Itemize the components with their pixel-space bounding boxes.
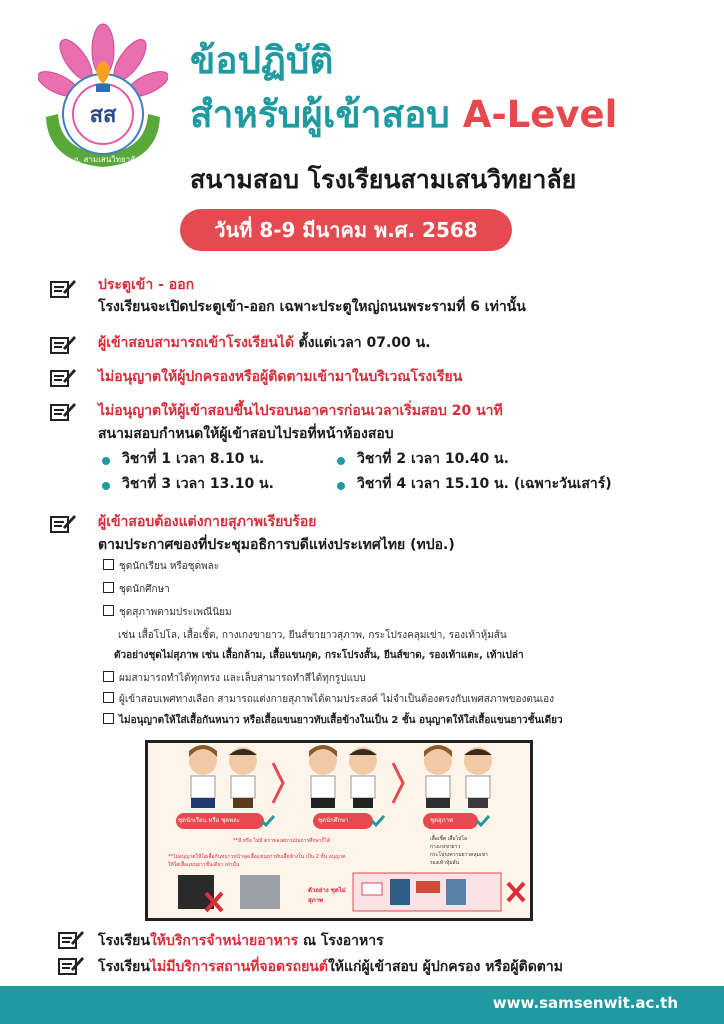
schedule-item: วิชาที่ 1 เวลา 8.10 น.	[122, 451, 265, 467]
item-body: โรงเรียนจะเปิดประตูเข้า-ออก เฉพาะประตูใหญ่ถนนพระรามที่ 6 เท่านั้น	[98, 299, 526, 315]
dress-rule: ผมสามารถทำได้ทุกทรง และเล็บสามารถทำสีได้ทุกรูปแบบ	[103, 671, 366, 686]
polite-list: เสื้อเชิ้ต เสื้อโปโล กางเกงขายาว กระโปรงความยาวคลุมเข่า รองเท้าหุ้มส้น	[430, 836, 488, 866]
item-text: ไม่อนุญาตให้ผู้ปกครองหรือผู้ติดตามเข้ามาในบริเวณโรงเรียน	[98, 369, 463, 385]
checkbox-icon	[103, 559, 114, 570]
note-pencil-icon	[50, 400, 76, 422]
checkbox-icon	[103, 605, 114, 616]
date-badge: วันที่ 8-9 มีนาคม พ.ศ. 2568	[180, 209, 512, 251]
svg-text:สส: สส	[89, 103, 117, 128]
schedule-item: วิชาที่ 2 เวลา 10.40 น.	[357, 451, 509, 467]
checkbox-icon	[103, 713, 114, 724]
note-top: **มี หรือ ไม่มี ตราของสถานบันการศึกษาก็ได้	[233, 838, 331, 844]
dress-rule: ชุดนักเรียน หรือชุดพละ	[103, 559, 219, 574]
polite-figures-icon	[424, 745, 492, 808]
item-heading: ประตูเข้า - ออก	[98, 277, 195, 293]
item-body: ตามประกาศของที่ประชุมอธิการบดีแห่งประเทศไทย (ทปอ.)	[98, 537, 455, 553]
schedule-item: วิชาที่ 3 เวลา 13.10 น.	[122, 476, 274, 492]
dress-rule: ไม่อนุญาตให้ใส่เสื้อกันหนาว หรือเสื้อแขนยาวทับเสื้อข้างในเป็น 2 ชั้น อนุญาตให้ใส่เสื้อแขนยาวชั้นเดียว	[103, 713, 563, 728]
university-figures-icon	[309, 745, 377, 808]
student-figures-icon	[189, 745, 257, 808]
label-student: ชุดนักเรียน หรือ ชุดพละ	[178, 817, 241, 824]
dress-rule: ผู้เข้าสอบเพศทางเลือก สามารถแต่งกายสุภาพได้ตามประสงค์ ไม่จำเป็นต้องตรงกับเพศสภาพของตนเอง	[103, 692, 554, 707]
note-pencil-icon	[50, 512, 76, 534]
bad-example-label: ตัวอย่าง ชุดไม่สุภาพ	[308, 887, 346, 904]
bullet-dot	[102, 457, 110, 465]
bottom-item: โรงเรียนให้บริการจำหน่ายอาหาร ณ โรงอาหาร	[98, 933, 384, 949]
note-pencil-icon	[50, 277, 76, 299]
page-title-line2: สำหรับผู้เข้าสอบ A-Level	[190, 93, 618, 136]
bullet-dot	[102, 482, 110, 490]
dress-code-infographic	[145, 740, 533, 921]
bottom-item: โรงเรียนไม่มีบริการสถานที่จอดรถยนต์ให้แก่ผู้เข้าสอบ ผู้ปกครอง หรือผู้ติดตาม	[98, 959, 563, 975]
venue-title: สนามสอบ โรงเรียนสามเสนวิทยาลัย	[190, 165, 577, 194]
item-heading: ไม่อนุญาตให้ผู้เข้าสอบขึ้นไปรอบนอาคารก่อนเวลาเริ่มสอบ 20 นาที	[98, 403, 503, 419]
note-pencil-icon	[58, 954, 84, 976]
school-logo	[38, 22, 168, 172]
dress-rule: ชุดนักศึกษา	[103, 582, 170, 597]
dress-examples: เช่น เสื้อโปโล, เสื้อเชิ้ต, กางเกงขายาว, ยีนส์ขายาวสุภาพ, กระโปรงคลุมเข่า, รองเท้าหุ้มส้น	[118, 630, 507, 641]
note-mid: **ไม่อนุญาตให้ใส่เสื้อกันหนาวหน้าจุดเสื้อแขนยาวทับเสื้อข้างใน เป็น 2 ชั้น อนุญาตให้ใส่เสื้อแขนยาวชั้นเดียว เท่านั้น	[168, 854, 346, 868]
label-polite: ชุดสุภาพ	[430, 817, 453, 824]
dress-rule: ชุดสุภาพตามประเพณีนิยม	[103, 605, 232, 620]
svg-text:ว.ภ. สามเสนวิทยาลัย: ว.ภ. สามเสนวิทยาลัย	[66, 155, 140, 164]
note-pencil-icon	[50, 333, 76, 355]
bullet-dot	[337, 482, 345, 490]
item-text: ผู้เข้าสอบสามารถเข้าโรงเรียนได้ ตั้งแต่เวลา 07.00 น.	[98, 335, 431, 351]
item-heading: ผู้เข้าสอบต้องแต่งกายสุภาพเรียบร้อย	[98, 514, 317, 530]
note-pencil-icon	[58, 928, 84, 950]
checkbox-icon	[103, 671, 114, 682]
schedule-item: วิชาที่ 4 เวลา 15.10 น. (เฉพาะวันเสาร์)	[357, 476, 612, 492]
dress-not-allowed: ตัวอย่างชุดไม่สุภาพ เช่น เสื้อกล้าม, เสื้อแขนกุด, กระโปรงสั้น, ยีนส์ขาด, รองเท้าแตะ, เท้าเปล่า	[114, 650, 524, 661]
checkbox-icon	[103, 582, 114, 593]
item-body: สนามสอบกำหนดให้ผู้เข้าสอบไปรอที่หน้าห้องสอบ	[98, 426, 394, 442]
page-title-line1: ข้อปฏิบัติ	[190, 39, 334, 82]
bullet-dot	[337, 457, 345, 465]
note-pencil-icon	[50, 366, 76, 388]
website-link[interactable]: www.samsenwit.ac.th	[492, 994, 678, 1012]
checkbox-icon	[103, 692, 114, 703]
label-university: ชุดนักศึกษา	[318, 817, 349, 824]
